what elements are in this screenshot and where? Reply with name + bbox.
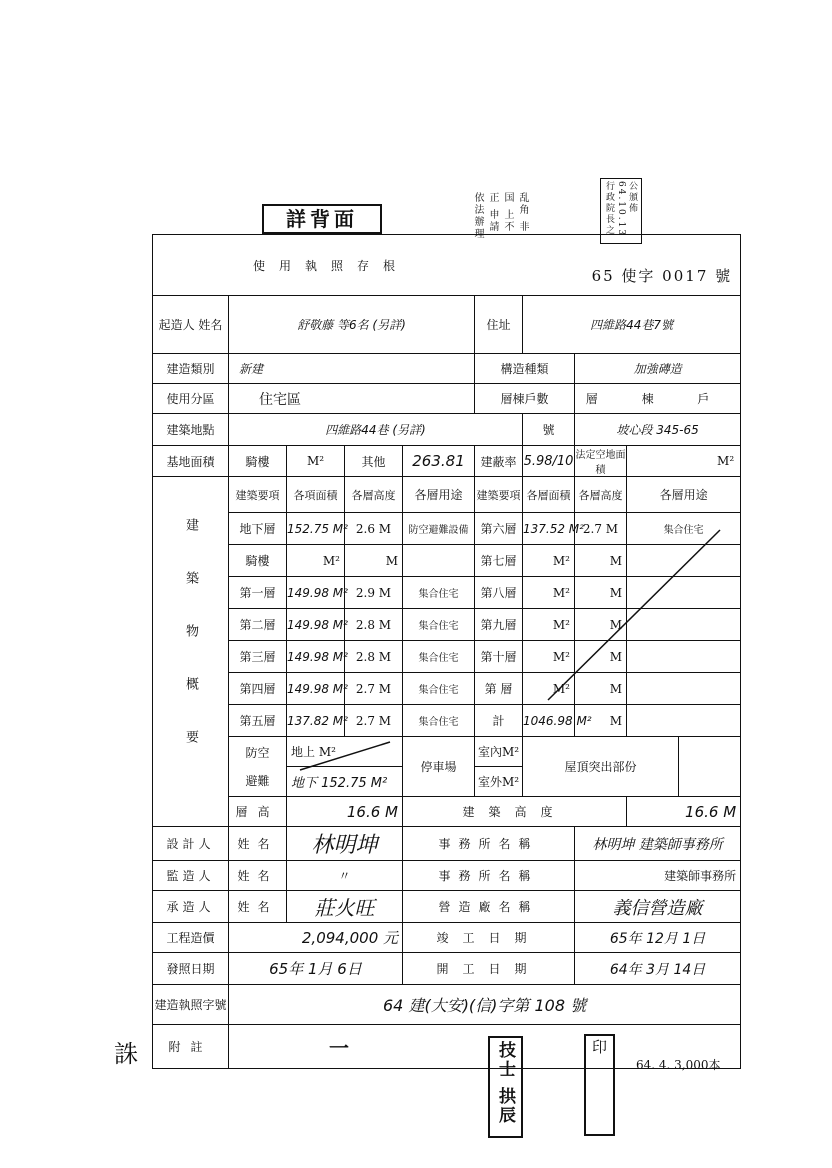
form-title: 使用執照存根 bbox=[253, 258, 410, 273]
parking-indoor: 室內M² bbox=[475, 737, 523, 767]
floor-height: 2.9 M bbox=[345, 577, 403, 609]
address-value: 四維路44巷7號 bbox=[523, 296, 741, 354]
floor-area: 152.75 M² bbox=[287, 513, 345, 545]
height-label: 層高 bbox=[229, 797, 287, 827]
use-zone-value: 住宅區 bbox=[229, 384, 475, 414]
floor-name: 騎樓 bbox=[229, 545, 287, 577]
use-zone-label: 使用分區 bbox=[153, 384, 229, 414]
permit-value: 64 建(大安)(信)字第 108 號 bbox=[229, 985, 741, 1025]
building-height-label: 建築高度 bbox=[403, 797, 627, 827]
col-header: 建築要項 bbox=[229, 477, 287, 513]
shelter-above: 地上 M² bbox=[287, 737, 403, 767]
floor-height: M bbox=[575, 641, 627, 673]
building-type-label: 建造類別 bbox=[153, 354, 229, 384]
completion-value: 65年 12月 1日 bbox=[575, 923, 741, 953]
remark-value: 一 bbox=[229, 1025, 741, 1069]
address-label: 住址 bbox=[475, 296, 523, 354]
floor-name: 第七層 bbox=[475, 545, 523, 577]
floor-name: 第八層 bbox=[475, 577, 523, 609]
structure-label: 構造種類 bbox=[475, 354, 575, 384]
side-note-date: 公頒佈 64.10.13 行政院長之 bbox=[600, 178, 642, 244]
col-header: 建築要項 bbox=[475, 477, 523, 513]
floor-name: 第九層 bbox=[475, 609, 523, 641]
col-header: 各層用途 bbox=[627, 477, 741, 513]
col-header: 各項面積 bbox=[287, 477, 345, 513]
base-area-label: 基地面積 bbox=[153, 446, 229, 477]
parking-outdoor: 室外M² bbox=[475, 767, 523, 797]
applicant-value: 舒敬藤 等6名 (另詳) bbox=[229, 296, 475, 354]
contractor-name-label: 姓名 bbox=[229, 891, 287, 923]
arcade-value: M² bbox=[287, 446, 345, 477]
floor-use: 集合住宅 bbox=[403, 673, 475, 705]
floor-name: 第十層 bbox=[475, 641, 523, 673]
issue-value: 65年 1月 6日 bbox=[229, 953, 403, 985]
building-type-value: 新建 bbox=[229, 354, 475, 384]
floor-area: 149.98 M² bbox=[287, 609, 345, 641]
floor-use: 集合住宅 bbox=[627, 513, 741, 545]
lot-label: 號 bbox=[523, 414, 575, 446]
contractor-name: 莊火旺 bbox=[287, 891, 403, 923]
floor-height: M bbox=[575, 705, 627, 737]
floor-height: M bbox=[575, 609, 627, 641]
lot-value: 坡心段 345-65 bbox=[575, 414, 741, 446]
floor-use: 集合住宅 bbox=[403, 577, 475, 609]
contractor-office-label: 營造廠名稱 bbox=[403, 891, 575, 923]
legal-open-label: 法定空地面積 bbox=[575, 446, 627, 477]
floor-name: 第 層 bbox=[475, 673, 523, 705]
cost-value: 2,094,000 元 bbox=[229, 923, 403, 953]
floor-height: 2.6 M bbox=[345, 513, 403, 545]
height-value: 16.6 M bbox=[287, 797, 403, 827]
legal-open-value: M² bbox=[627, 446, 741, 477]
floor-area: M² bbox=[523, 577, 575, 609]
other-label: 其他 bbox=[345, 446, 403, 477]
designer-office: 林明坤 建築師事務所 bbox=[575, 827, 741, 861]
floor-area: M² bbox=[523, 641, 575, 673]
permit-label: 建造執照字號 bbox=[153, 985, 229, 1025]
contractor-role: 承造人 bbox=[153, 891, 229, 923]
designer-name: 林明坤 bbox=[287, 827, 403, 861]
floor-name: 第一層 bbox=[229, 577, 287, 609]
shelter-label: 防空 避難 bbox=[229, 737, 287, 797]
designer-office-label: 事務所名稱 bbox=[403, 827, 575, 861]
margin-mark: 誅 bbox=[114, 1040, 138, 1068]
cost-label: 工程造價 bbox=[153, 923, 229, 953]
floor-area: M² bbox=[523, 545, 575, 577]
contractor-office: 義信營造廠 bbox=[575, 891, 741, 923]
floor-use: 集合住宅 bbox=[403, 705, 475, 737]
building-summary-label: 建築物概要 bbox=[153, 477, 229, 827]
col-header: 各層面積 bbox=[523, 477, 575, 513]
floor-height: M bbox=[575, 673, 627, 705]
floor-area: M² bbox=[523, 673, 575, 705]
col-header: 各層高度 bbox=[575, 477, 627, 513]
print-info: 64. 4. 3,000本 bbox=[636, 1058, 721, 1072]
arcade-label: 騎樓 bbox=[229, 446, 287, 477]
floor-area: M² bbox=[287, 545, 345, 577]
coverage-label: 建蔽率 bbox=[475, 446, 523, 477]
site-value: 四維路44巷 (另詳) bbox=[229, 414, 523, 446]
floor-total-area: 1046.98 M² bbox=[523, 705, 575, 737]
designer-role: 設計人 bbox=[153, 827, 229, 861]
approval-stamp: 印 bbox=[584, 1034, 615, 1136]
col-header: 各層用途 bbox=[403, 477, 475, 513]
supervisor-office: 建築師事務所 bbox=[575, 861, 741, 891]
roof-label: 屋頂突出部份 bbox=[523, 737, 679, 797]
floor-name: 第四層 bbox=[229, 673, 287, 705]
parking-label: 停車場 bbox=[403, 737, 475, 797]
floor-area: 149.98 M² bbox=[287, 673, 345, 705]
floor-height: 2.7 M bbox=[345, 673, 403, 705]
shelter-below: 地下 152.75 M² bbox=[287, 767, 403, 797]
supervisor-role: 監造人 bbox=[153, 861, 229, 891]
other-value: 263.81 bbox=[403, 446, 475, 477]
floor-name: 地下層 bbox=[229, 513, 287, 545]
floors-count-value: 層 棟 戶 bbox=[575, 384, 741, 414]
designer-name-label: 姓名 bbox=[229, 827, 287, 861]
header-tab: 詳背面 bbox=[262, 204, 382, 234]
floor-height: M bbox=[345, 545, 403, 577]
floor-area: 149.98 M² bbox=[287, 577, 345, 609]
col-header: 各層高度 bbox=[345, 477, 403, 513]
site-label: 建築地點 bbox=[153, 414, 229, 446]
floor-name: 第三層 bbox=[229, 641, 287, 673]
floor-area: 149.98 M² bbox=[287, 641, 345, 673]
floor-name: 第五層 bbox=[229, 705, 287, 737]
floor-height: 2.8 M bbox=[345, 641, 403, 673]
issue-label: 發照日期 bbox=[153, 953, 229, 985]
floor-height: 2.8 M bbox=[345, 609, 403, 641]
floor-area: 137.82 M² bbox=[287, 705, 345, 737]
start-label: 開工日期 bbox=[403, 953, 575, 985]
structure-value: 加強磚造 bbox=[575, 354, 741, 384]
completion-label: 竣工日期 bbox=[403, 923, 575, 953]
floor-use: 防空避難設備 bbox=[403, 513, 475, 545]
floor-name: 第六層 bbox=[475, 513, 523, 545]
remark-label: 附註 bbox=[153, 1025, 229, 1069]
supervisor-name-label: 姓名 bbox=[229, 861, 287, 891]
floor-total-label: 計 bbox=[475, 705, 523, 737]
applicant-label: 起造人 姓名 bbox=[153, 296, 229, 354]
floor-height: M bbox=[575, 545, 627, 577]
floor-height: 2.7 M bbox=[345, 705, 403, 737]
floors-count-label: 層棟戶數 bbox=[475, 384, 575, 414]
building-height-value: 16.6 M bbox=[627, 797, 741, 827]
start-value: 64年 3月 14日 bbox=[575, 953, 741, 985]
floor-area: 137.52 M² bbox=[523, 513, 575, 545]
floor-area: M² bbox=[523, 609, 575, 641]
permit-number: 65 使字 0017 號 bbox=[591, 267, 733, 285]
floor-use: 集合住宅 bbox=[403, 609, 475, 641]
floor-name: 第二層 bbox=[229, 609, 287, 641]
floor-height: 2.7 M bbox=[575, 513, 627, 545]
side-note: 乱角 非国 上不正 申請 依法辦理 bbox=[472, 192, 528, 240]
coverage-value: 5.98/10 bbox=[523, 446, 575, 477]
supervisor-name: 〃 bbox=[287, 861, 403, 891]
supervisor-office-label: 事務所名稱 bbox=[403, 861, 575, 891]
floor-height: M bbox=[575, 577, 627, 609]
floor-use: 集合住宅 bbox=[403, 641, 475, 673]
inspector-stamp: 技士 拱辰 bbox=[488, 1036, 523, 1138]
